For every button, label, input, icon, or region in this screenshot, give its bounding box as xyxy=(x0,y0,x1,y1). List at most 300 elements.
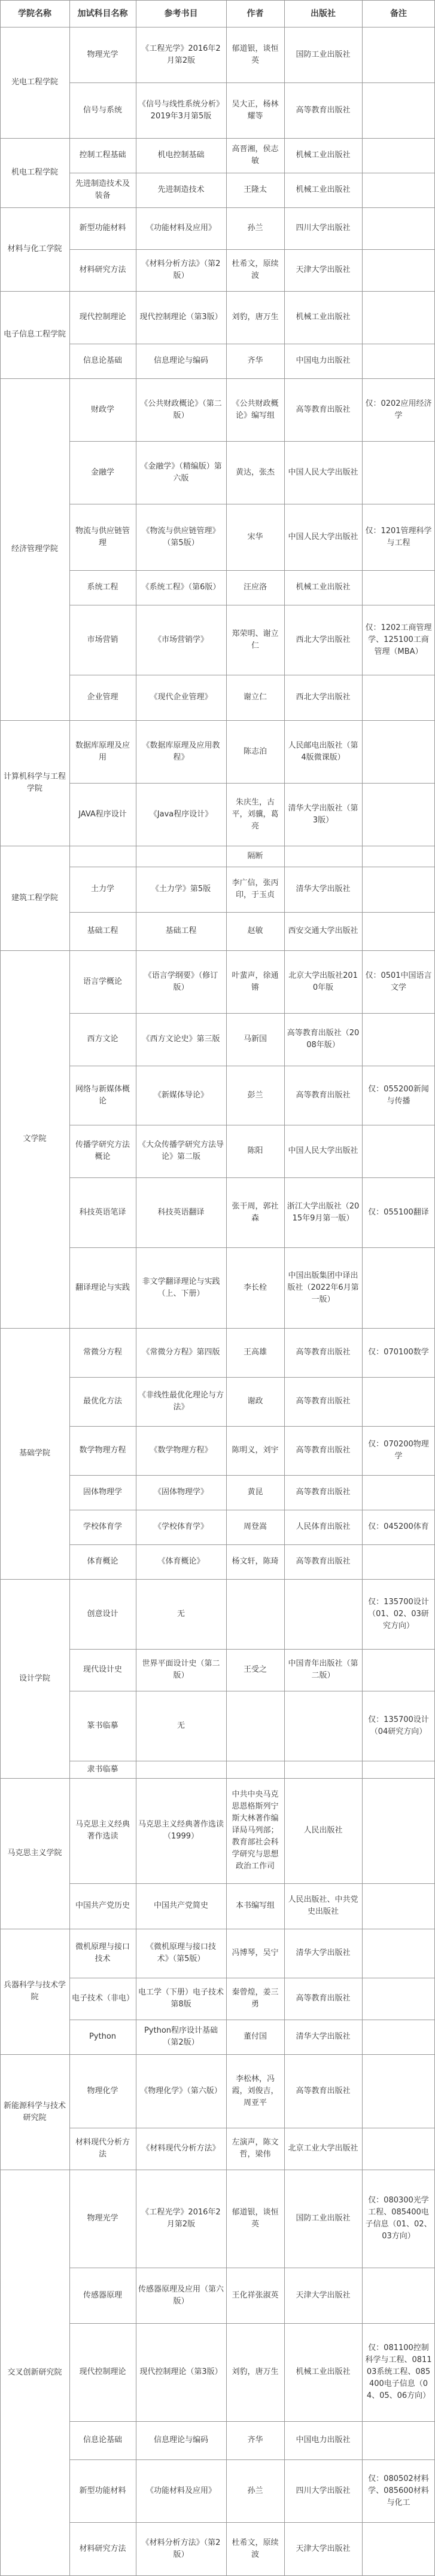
row-divider xyxy=(69,1426,435,1427)
table-cell-note xyxy=(362,1013,435,1066)
table-cell-author: 秦曾煌，姜三勇 xyxy=(232,1988,279,2009)
table-cell-note xyxy=(362,2128,435,2170)
row-divider xyxy=(69,249,435,250)
table-cell-publisher: 西北大学出版社 xyxy=(296,635,351,644)
table-cell-note xyxy=(362,1475,435,1510)
table-cell-subject: 系统工程 xyxy=(87,583,118,592)
table-cell-author: 王高雄 xyxy=(243,1348,267,1357)
table-cell-book: 《功能材料及应用》 xyxy=(145,224,216,232)
row-divider xyxy=(69,1778,435,1779)
table-cell-subject: 金融学 xyxy=(90,467,114,477)
table-cell-subject: 隶书临摹 xyxy=(87,1764,118,1774)
table-cell-author: 叶蜚声，徐通锵 xyxy=(232,971,279,992)
table-cell-note: 仅：070200物理学 xyxy=(368,1440,429,1461)
table-cell-author: 朱庆生，古平，刘骥，葛亮 xyxy=(232,797,279,831)
table-cell-subject: 学校体育学 xyxy=(83,1522,122,1531)
row-divider xyxy=(0,720,69,721)
table-cell-publisher: 中国人民大学出版社 xyxy=(288,1146,358,1155)
table-cell-note xyxy=(362,291,435,344)
row-divider xyxy=(0,138,69,139)
table-cell-book: 非文学翻译理论与实践（上、下册） xyxy=(142,1277,220,1298)
table-cell-book: 无 xyxy=(177,1609,185,1619)
table-cell-book: 《公共财政概论》（第二版） xyxy=(140,399,222,420)
table-cell-college: 经济管理学院 xyxy=(11,544,58,553)
table-cell-author: 李长栓 xyxy=(243,1283,267,1292)
table-cell-book: 《工程光学》2016年2月第2版 xyxy=(141,2208,221,2229)
table-cell-note xyxy=(362,1761,435,1778)
row-divider xyxy=(69,1013,435,1014)
table-cell-book: 世界平面设计史（第二版） xyxy=(142,1659,220,1680)
table-cell-college: 电子信息工程学院 xyxy=(3,330,66,339)
table-cell-subject: 体育概论 xyxy=(87,1557,118,1566)
table-cell-subject: 新型功能材料 xyxy=(79,224,126,232)
table-cell-book: 马克思主义经典著作选读（1999） xyxy=(138,1820,224,1841)
table-cell-book: 《数据库原理及应用教程》 xyxy=(142,741,220,762)
table-cell-author: 中共中央马克思恩格斯列宁斯大林著作编译局马列部；教育部社会科学研究与思想政治工作司 xyxy=(232,1790,279,1871)
table-cell-author: 汪应洛 xyxy=(243,583,267,592)
table-cell-book: 《体育概论》 xyxy=(157,1557,205,1566)
table-cell-college: 马克思主义学院 xyxy=(7,1849,62,1858)
table-cell-book: 机电控制基础 xyxy=(157,151,205,160)
table-cell-publisher: 中国人民大学出版社 xyxy=(288,467,358,477)
table-cell-note xyxy=(362,1778,435,1883)
table-cell-author xyxy=(226,1761,284,1778)
table-cell-publisher xyxy=(284,1579,362,1649)
table-cell-subject: Python xyxy=(89,2032,117,2041)
table-cell-author: 郑荣明、谢立仁 xyxy=(232,629,279,650)
table-cell-publisher: 浙江大学出版社（2015年9月第一版） xyxy=(287,1201,360,1223)
row-divider xyxy=(69,1579,435,1580)
table-cell-publisher: 人民体育出版社 xyxy=(296,1522,351,1531)
table-cell-note xyxy=(362,675,435,720)
table-cell-college: 基础学院 xyxy=(19,1449,50,1458)
row-divider xyxy=(69,2522,435,2523)
table-cell-author: 陈明义，刘宇 xyxy=(232,1446,279,1455)
table-cell-subject: 中国共产党历史 xyxy=(75,1901,130,1910)
table-cell-college: 文学院 xyxy=(23,1134,47,1143)
table-cell-book: 《材料现代分析方法》 xyxy=(142,2144,220,2153)
table-cell-author: 齐华 xyxy=(247,2436,263,2445)
table-cell-subject: 信息论基础 xyxy=(83,2436,122,2445)
table-cell-book: 《现代企业管理》 xyxy=(150,693,212,702)
table-cell-publisher xyxy=(284,846,362,867)
column-header: 学院名称 xyxy=(18,8,51,19)
table-cell-book: 现代控制理论（第3版） xyxy=(139,313,223,322)
table-cell-publisher: 西安交通大学出版社 xyxy=(288,926,358,935)
table-cell-publisher: 天津大学出版社 xyxy=(296,265,351,274)
table-cell-author: 吴大正，杨林耀等 xyxy=(232,99,279,121)
table-cell-note xyxy=(362,2522,435,2576)
table-cell-note: 仅：055200新闻与传播 xyxy=(368,1084,429,1106)
table-cell-note: 仅：055100翻译 xyxy=(368,1207,429,1217)
table-cell-book: 《学校体育学》 xyxy=(153,1522,208,1531)
column-divider xyxy=(226,0,227,2576)
table-cell-subject: 物理化学 xyxy=(87,2086,118,2095)
table-cell-publisher: 中国电力出版社 xyxy=(296,2436,351,2445)
column-header: 备注 xyxy=(390,8,407,19)
table-cell-subject: 马克思主义经典著作选读 xyxy=(75,1820,130,1841)
table-cell-publisher: 中国电力出版社 xyxy=(296,356,351,365)
table-cell-publisher: 高等教育出版社 xyxy=(296,1397,351,1406)
table-cell-author: 刘豹，唐万生 xyxy=(232,2367,279,2376)
table-cell-note xyxy=(362,207,435,249)
table-cell-subject: 西方文论 xyxy=(87,1035,118,1044)
table-cell-author: 宋华 xyxy=(247,532,263,541)
table-cell-college: 机电工程学院 xyxy=(11,168,58,177)
row-divider xyxy=(0,291,69,292)
table-cell-book: 《功能材料及应用》 xyxy=(145,2486,216,2495)
table-cell-book: 《新媒体导论》 xyxy=(153,1090,208,1100)
table-cell-note xyxy=(362,249,435,291)
table-cell-note xyxy=(362,1544,435,1579)
table-cell-book: 信息理论与编码 xyxy=(153,2436,208,2445)
table-cell-note xyxy=(362,1649,435,1691)
table-cell-book: 《土力学》第5版 xyxy=(151,885,211,894)
table-cell-author: 王隆太 xyxy=(243,185,267,194)
table-cell-publisher: 机械工业出版社 xyxy=(296,185,351,194)
table-cell-subject: 现代控制理论 xyxy=(79,313,126,322)
table-cell-book: 《常微分方程》第四版 xyxy=(142,1348,220,1357)
table-cell-subject: 传感器原理 xyxy=(83,2290,122,2300)
table-cell-subject: 材料研究方法 xyxy=(79,2544,126,2553)
table-cell-note xyxy=(362,1247,435,1328)
table-cell-author: 周登嵩 xyxy=(243,1522,267,1531)
table-cell-author: 王化祥张淑英 xyxy=(232,2290,279,2300)
table-cell-note xyxy=(362,138,435,173)
table-cell-note xyxy=(362,1978,435,2020)
table-cell-book: 《数学物理方程》 xyxy=(150,1446,212,1455)
table-cell-author: 左演声，陈文哲，梁伟 xyxy=(232,2138,279,2159)
table-cell-publisher: 北京工业大学出版社 xyxy=(288,2144,358,2153)
table-cell-subject: 翻译理论与实践 xyxy=(75,1283,130,1292)
table-cell-book: 《非线性最优化理论与方法》 xyxy=(138,1391,224,1412)
row-divider xyxy=(69,783,435,784)
table-cell-publisher: 四川大学出版社 xyxy=(296,224,351,232)
table-cell-book: 《微机原理与接口技术》（第5版） xyxy=(145,1942,216,1963)
table-cell-subject: 基础工程 xyxy=(87,926,118,935)
table-cell-subject: 现代设计史 xyxy=(83,1665,122,1674)
table-cell-note xyxy=(362,1883,435,1929)
column-divider xyxy=(0,0,1,2576)
row-divider xyxy=(0,207,69,208)
table-cell-book: 《系统工程》（第6版） xyxy=(141,583,221,592)
row-divider xyxy=(69,1883,435,1884)
table-cell-publisher: 高等教育出版社 xyxy=(296,105,351,115)
table-cell-subject: 传播学研究方法概论 xyxy=(75,1140,130,1161)
table-cell-note xyxy=(362,867,435,912)
table-cell-publisher: 高等教育出版社 xyxy=(296,2086,351,2095)
table-cell-note xyxy=(362,1929,435,1978)
table-cell-subject: 最优化方法 xyxy=(83,1397,122,1406)
row-divider xyxy=(69,207,435,208)
table-cell-subject: 物流与供应链管理 xyxy=(75,526,130,547)
table-cell-subject: 财政学 xyxy=(90,405,114,414)
table-cell-publisher: 中国人民大学出版社 xyxy=(288,532,358,541)
table-cell-subject: 材料研究方法 xyxy=(79,265,126,274)
table-cell-college: 建筑工程学院 xyxy=(11,893,58,902)
row-divider xyxy=(0,0,435,1)
column-header: 加试科目名称 xyxy=(77,8,128,19)
table-cell-note: 仅：0501中国语言文学 xyxy=(365,971,432,992)
row-divider xyxy=(0,950,69,951)
table-cell-subject: 先进制造技术及装备 xyxy=(75,179,130,200)
table-cell-college: 交叉创新研究院 xyxy=(7,2368,62,2377)
row-divider xyxy=(0,378,69,379)
row-divider xyxy=(69,570,435,571)
table-cell-note: 仅：045200体育 xyxy=(368,1522,429,1531)
table-cell-author: 彭兰 xyxy=(247,1090,263,1100)
table-cell-publisher: 人民邮电出版社（第4版微课版） xyxy=(288,741,358,762)
table-cell-book: 《物流与供应链管理》（第5版） xyxy=(142,526,220,547)
table-cell-author: 冯博琴，吴宁 xyxy=(232,1948,279,1957)
table-cell-subject: 常微分方程 xyxy=(83,1348,122,1357)
table-cell-publisher: 西北大学出版社 xyxy=(296,693,351,702)
table-cell-publisher: 国防工业出版社 xyxy=(296,50,351,59)
table-cell-book xyxy=(136,1761,226,1778)
row-divider xyxy=(69,720,435,721)
table-cell-note xyxy=(362,720,435,783)
table-cell-note: 仅：080502材料学、085600材料与化工 xyxy=(368,2474,429,2507)
table-cell-author: 《公共财政概论》编写组 xyxy=(232,399,279,420)
table-cell-subject xyxy=(69,846,136,867)
table-cell-note xyxy=(362,27,435,82)
row-divider xyxy=(0,2054,69,2055)
table-cell-subject: 新型功能材料 xyxy=(79,2486,126,2495)
table-cell-college: 计算机科学与工程学院 xyxy=(3,772,66,793)
table-cell-book: 《金融学》（精编版）第六版 xyxy=(140,461,222,483)
table-cell-note: 仅：135700设计（04研究方向） xyxy=(368,1715,429,1736)
table-cell-book xyxy=(136,846,226,867)
table-cell-author xyxy=(226,1691,284,1761)
table-cell-publisher: 高等教育出版社 xyxy=(296,1488,351,1497)
table-cell-subject: 市场营销 xyxy=(87,635,118,644)
table-cell-book: Python程序设计基础（第2版） xyxy=(144,2026,218,2047)
table-cell-publisher: 高等教育出版社 xyxy=(296,405,351,414)
column-divider xyxy=(362,0,363,2576)
table-cell-subject: 创意设计 xyxy=(87,1609,118,1619)
table-cell-note: 仅：1201管理科学与工程 xyxy=(365,526,432,547)
table-cell-subject: 科技英语笔译 xyxy=(79,1207,126,1217)
table-cell-note: 仅：0202应用经济学 xyxy=(365,399,432,420)
table-cell-subject: 数学物理方程 xyxy=(79,1446,126,1455)
table-cell-subject: 企业管理 xyxy=(87,693,118,702)
table-cell-publisher: 清华大学出版社 xyxy=(296,1948,351,1957)
table-cell-publisher: 清华大学出版社（第3版） xyxy=(288,803,358,825)
table-cell-subject: 现代控制理论 xyxy=(79,2367,126,2376)
table-cell-author: 李松林，冯霞，刘俊吉，周亚平 xyxy=(232,2074,279,2107)
table-cell-book: 《材料分析方法》（第2版） xyxy=(141,259,221,280)
table-cell-author: 赵敏 xyxy=(247,926,263,935)
row-divider xyxy=(69,82,435,83)
table-cell-subject: 土力学 xyxy=(90,885,114,894)
table-cell-book: 《西方文论史》第三版 xyxy=(142,1035,220,1044)
table-cell-author: 黄达，张杰 xyxy=(235,467,275,477)
table-cell-publisher: 天津大学出版社 xyxy=(296,2290,351,2300)
table-cell-publisher: 机械工业出版社 xyxy=(296,583,351,592)
table-cell-publisher: 四川大学出版社 xyxy=(296,2486,351,2495)
table-cell-book: 《市场营销学》 xyxy=(153,635,208,644)
table-cell-subject: 篆书临摹 xyxy=(87,1721,118,1730)
table-cell-book: 先进制造技术 xyxy=(157,185,205,194)
row-divider xyxy=(69,1177,435,1178)
table-cell-note xyxy=(362,344,435,378)
table-cell-college: 兵器科学与技术学院 xyxy=(3,1981,66,2002)
table-cell-publisher: 人民出版社 xyxy=(303,1826,343,1835)
row-divider xyxy=(69,138,435,139)
table-cell-publisher: 机械工业出版社 xyxy=(296,2367,351,2376)
row-divider xyxy=(0,1778,69,1779)
table-cell-subject: 信息论基础 xyxy=(83,356,122,365)
table-cell-publisher: 机械工业出版社 xyxy=(296,151,351,160)
table-cell-author: 高晋湘，侯志敏 xyxy=(232,145,279,166)
table-cell-subject: 网络与新媒体概论 xyxy=(75,1084,130,1106)
row-divider xyxy=(0,1328,69,1329)
row-divider xyxy=(69,1247,435,1248)
table-cell-author: 陈志泊 xyxy=(243,747,267,756)
table-cell-book: 《材料分析方法》（第2版） xyxy=(141,2538,221,2559)
table-cell-note xyxy=(362,783,435,846)
table-cell-subject: 物理光学 xyxy=(87,2214,118,2223)
table-cell-publisher xyxy=(284,1691,362,1761)
table-cell-subject: 物理光学 xyxy=(87,50,118,59)
table-cell-college: 设计学院 xyxy=(19,1674,50,1683)
table-cell-publisher: 高等教育出版社 xyxy=(296,1090,351,1100)
table-cell-note xyxy=(362,441,435,504)
table-cell-author: 杨文轩，陈琦 xyxy=(232,1557,279,1566)
row-divider xyxy=(69,291,435,292)
table-cell-publisher: 高等教育出版社 xyxy=(296,1446,351,1455)
table-cell-publisher: 人民出版社、中共党史出版社 xyxy=(288,1895,358,1916)
table-cell-publisher: 清华大学出版社 xyxy=(296,885,351,894)
row-divider xyxy=(69,1377,435,1378)
table-cell-subject: 控制工程基础 xyxy=(79,151,126,160)
table-cell-author: 郁道银，谈恒英 xyxy=(232,44,279,65)
table-cell-author: 齐华 xyxy=(247,356,263,365)
row-divider xyxy=(69,2459,435,2460)
table-cell-subject: 数据库原理及应用 xyxy=(75,741,130,762)
row-divider xyxy=(69,2323,435,2324)
row-divider xyxy=(69,1475,435,1476)
table-cell-college: 光电工程学院 xyxy=(11,78,58,87)
table-cell-publisher: 清华大学出版社 xyxy=(296,2032,351,2041)
table-cell-note: 仅：1202工商管理学、125100工商管理（MBA） xyxy=(365,623,432,656)
column-header: 作者 xyxy=(247,8,264,19)
table-cell-book: 信息理论与编码 xyxy=(153,356,208,365)
table-cell-book: 《Java程序设计》 xyxy=(149,809,213,819)
table-cell-book: 《大众传播学研究方法导论》第二版 xyxy=(138,1140,224,1161)
table-cell-publisher: 国防工业出版社 xyxy=(296,2214,351,2223)
table-cell-author: 杜希文，原续波 xyxy=(232,2538,279,2559)
table-cell-publisher: 高等教育出版社 xyxy=(296,1994,351,2003)
table-cell-book: 《工程光学》2016年2月第2版 xyxy=(141,44,221,65)
table-cell-note xyxy=(362,82,435,138)
column-divider xyxy=(69,0,70,2576)
table-cell-publisher: 高等教育出版社 xyxy=(296,1348,351,1357)
table-cell-book: 无 xyxy=(177,1721,185,1730)
table-cell-note xyxy=(362,912,435,950)
table-cell-publisher: 高等教育出版社（2008年版） xyxy=(287,1029,360,1050)
table-cell-author: 隔断 xyxy=(247,851,263,861)
table-cell-author: 董付国 xyxy=(243,2032,267,2041)
table-cell-note xyxy=(362,173,435,207)
table-cell-subject: 材料现代分析方法 xyxy=(75,2138,130,2159)
table-cell-note: 仅：080300光学工程、085400电子信息（01、02、03方向） xyxy=(365,2196,432,2241)
table-cell-publisher: 中国出版集团中译出版社（2022年6月第一版） xyxy=(287,1271,359,1304)
table-cell-book: 中国共产党简史 xyxy=(153,1901,208,1910)
table-cell-note xyxy=(362,2421,435,2459)
table-cell-author: 郁道银，谈恒英 xyxy=(232,2208,279,2229)
table-cell-college: 新能源科学与技术研究院 xyxy=(3,2101,66,2122)
table-cell-publisher: 中国青年出版社（第二版） xyxy=(288,1659,358,1680)
row-divider xyxy=(69,912,435,913)
table-cell-author: 孙兰 xyxy=(247,224,263,232)
table-cell-book: 《信号与线性系统分析》2019年3月第5版 xyxy=(138,99,224,121)
table-cell-subject: 信号与系统 xyxy=(83,105,122,115)
table-cell-subject: 语言学概论 xyxy=(83,977,122,986)
table-cell-author xyxy=(226,1579,284,1649)
table-cell-author: 马新国 xyxy=(243,1035,267,1044)
table-cell-note xyxy=(362,2020,435,2054)
table-cell-note xyxy=(362,1377,435,1426)
column-header: 参考书目 xyxy=(164,8,198,19)
table-cell-author: 本书编写组 xyxy=(235,1901,275,1910)
table-cell-author: 张干周，郭社森 xyxy=(232,1201,279,1223)
row-divider xyxy=(69,2054,435,2055)
row-divider xyxy=(69,441,435,442)
table-cell-publisher: 高等教育出版社 xyxy=(296,1557,351,1566)
table-cell-note xyxy=(362,2268,435,2323)
table-cell-publisher: 天津大学出版社 xyxy=(296,2544,351,2553)
row-divider xyxy=(69,1544,435,1545)
table-cell-subject: 固体物理学 xyxy=(83,1488,122,1497)
table-cell-author: 黄昆 xyxy=(247,1488,263,1497)
table-cell-book: 《语言学纲要》（修订版） xyxy=(144,971,218,992)
column-divider xyxy=(284,0,285,2576)
table-cell-author: 李广信，张丙印，于玉贞 xyxy=(232,879,279,900)
table-cell-book: 科技英语翻译 xyxy=(157,1207,205,1217)
table-cell-book: 《固体物理学》 xyxy=(153,1488,208,1497)
table-cell-author: 王受之 xyxy=(243,1665,267,1674)
table-cell-subject: JAVA程序设计 xyxy=(78,809,127,819)
table-cell-publisher: 北京大学出版社2010年版 xyxy=(288,971,358,992)
row-divider xyxy=(69,378,435,379)
table-cell-note xyxy=(362,570,435,605)
table-cell-note xyxy=(362,846,435,867)
table-cell-author: 谢政 xyxy=(247,1397,263,1406)
table-cell-book: 现代控制理论（第3版） xyxy=(139,2367,223,2376)
row-divider xyxy=(69,1328,435,1329)
table-cell-book: 基础工程 xyxy=(165,926,197,935)
table-cell-author: 杜希文，原续波 xyxy=(232,259,279,280)
row-divider xyxy=(69,1649,435,1650)
table-cell-note: 仅：135700设计（01、02、03研究方向） xyxy=(368,1597,429,1630)
table-cell-author: 孙兰 xyxy=(247,2486,263,2495)
table-cell-college: 材料与化工学院 xyxy=(7,244,62,253)
table-cell-note xyxy=(362,1125,435,1177)
row-divider xyxy=(69,950,435,951)
table-cell-subject: 微机原理与接口技术 xyxy=(75,1942,130,1963)
table-cell-note: 仅：070100数学 xyxy=(368,1348,429,1357)
table-cell-book: 传感器原理及应用（第六版） xyxy=(138,2284,224,2306)
table-cell-note xyxy=(362,2054,435,2128)
table-cell-publisher: 机械工业出版社 xyxy=(296,313,351,322)
table-cell-note: 仅：081100控制科学与工程、081103系统工程、085400电子信息（04、05、06方向） xyxy=(365,2344,432,2400)
table-cell-subject: 电子技术（非电） xyxy=(72,1994,135,2003)
row-divider xyxy=(69,2421,435,2422)
table-cell-publisher xyxy=(284,1761,362,1778)
table-cell-author: 陈阳 xyxy=(247,1146,263,1155)
column-header: 出版社 xyxy=(311,8,336,19)
